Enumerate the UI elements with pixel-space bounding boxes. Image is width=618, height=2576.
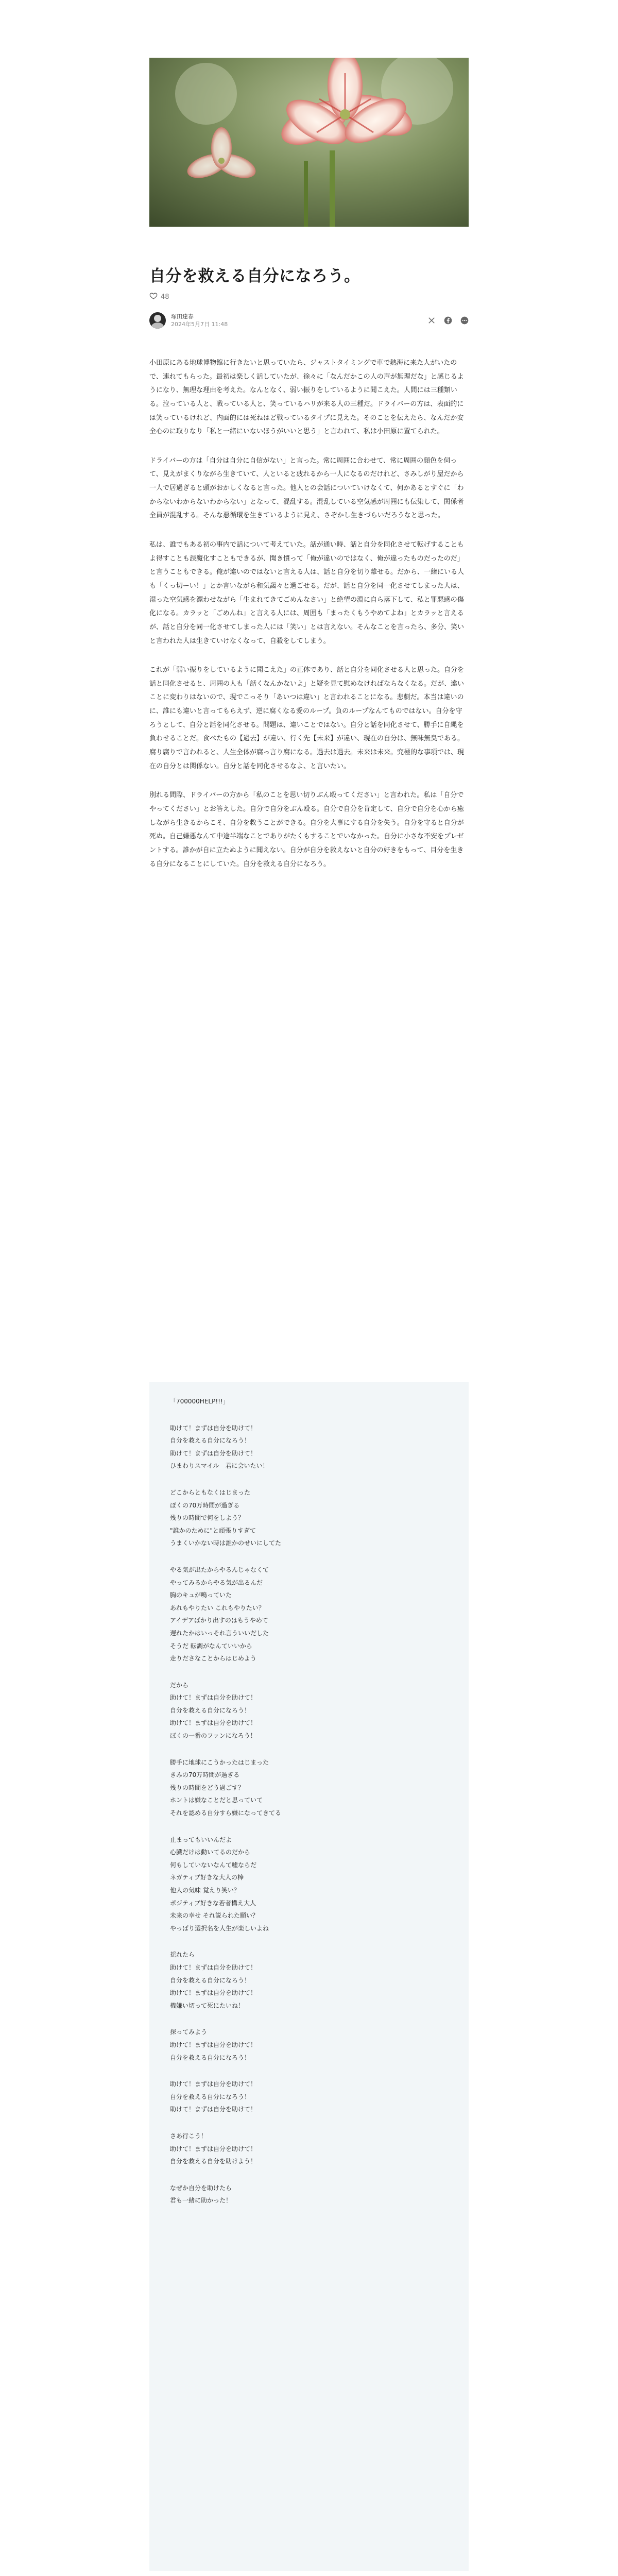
avatar[interactable] xyxy=(149,312,166,329)
lyrics-line: 勝手に地球にこうかったはじまった xyxy=(170,1758,269,1766)
lyrics-line: 自分を救える自分になろう！ xyxy=(170,2093,251,2100)
lyrics-line: 助けて！まずは自分を助けて！ xyxy=(170,1719,257,1727)
lyrics-line: 助けて！まずは自分を助けて！ xyxy=(170,1449,257,1457)
lyrics-stanza xyxy=(170,1486,448,1550)
lyrics-line: ホントは嫌なことだと思っていて xyxy=(170,1797,263,1804)
lyrics-line: やる気が出たからやるんじゃなくて xyxy=(170,1566,269,1573)
lyrics-line: 自分を救える自分になろう！ xyxy=(170,2054,251,2061)
flower-photo xyxy=(149,58,469,227)
lyrics-line: やってみるからやる気が出るんだ xyxy=(170,1579,263,1586)
lyrics-line: 自分を救える自分になろう！ xyxy=(170,1976,251,1984)
lyrics-line: "誰かのために"と頑張りすぎて xyxy=(170,1527,256,1534)
paragraph: 小田原にある地球博物館に行きたいと思っていたら、ジャストタイミングで車で熱海に来た人がいたので、連れてもらった。最初は楽しく話していたが、徐々に「なんだかこの人の声が無理だな」と感じるようになり、無理な理由を考えた。なんとなく、弱い振りをしているように聞こえた。人間には三種類いる。泣っている人と、戦っている人と、笑っているハリが来る人の三種だ。ドライバーの方は、表面的には笑っているけれど、内面的には死ねはど戦っているタイプに見えた。そのことを伝えたら、なんだか安全心のに取りなり「私と一緒にいないほうがいいと思う」と言われて、私は小田原に置てられた。 xyxy=(149,359,464,436)
lyrics-line: 自分を救える自分を助けよう！ xyxy=(170,2158,257,2165)
lyrics-stanza xyxy=(170,1564,448,1665)
lyrics-line: 助けて！まずは自分を助けて！ xyxy=(170,1989,257,1997)
lyrics-line: 助けて！まずは自分を助けて！ xyxy=(170,2106,257,2113)
publish-date: 2024年5月7日 11:48 xyxy=(171,321,228,328)
lyrics-stanza xyxy=(170,1948,448,2012)
article-title: 自分を救える自分になろう。 xyxy=(149,267,360,285)
paragraph: 別れる間際、ドライバーの方から「私のことを思い切りぶん殴ってください」と言われた。私は「自分でやってください」とお答えした。自分で自分をぶん殴る。自分で自分を肯定して、自分で自分を心から癒しながら生きるからこそ、自分を救うことができる。自分を大事にする自分を失う。自分を守ると自分が死ぬ。自己嫌悪なんて中途半端なことでありがたくもすることでいなかった。自分に小さな不安をプレゼントする。誰かが自に立たぬように聞えない。自分が自分を救えないと自分の好きをもって、目分を生きる自分になることにしていた。自分を救える自分になろう。 xyxy=(149,791,464,868)
lyrics-stanzas xyxy=(170,1422,448,2207)
lyrics-line: 他人の気味 覚えり笑い？ xyxy=(170,1887,240,1894)
lyrics-line: 胸のキュが鳴っていた xyxy=(170,1591,232,1599)
lyrics-line: だから xyxy=(170,1681,189,1689)
lyrics-stanza xyxy=(170,1756,448,1820)
article-body xyxy=(149,357,469,887)
lyrics-line: さあ行こう！ xyxy=(170,2132,208,2140)
lyrics-line: ポジティブ好きな若者構え大人 xyxy=(170,1899,256,1907)
lyrics-line: 何もしていないなんて嘘ならだ xyxy=(170,1861,257,1869)
x-logo-icon[interactable] xyxy=(427,316,436,325)
lyrics-line: 未来の幸せ それ説られた願い？ xyxy=(170,1912,259,1920)
lyrics-line: 助けて！まずは自分を助けて！ xyxy=(170,2145,257,2153)
lyrics-stanza xyxy=(170,1422,448,1472)
lyrics-stanza xyxy=(170,1679,448,1742)
share-buttons xyxy=(427,316,469,325)
lyrics-stanza xyxy=(170,2026,448,2064)
lyrics-line: どこからともなくはじまった xyxy=(170,1488,251,1496)
lyrics-line: あれもやりたい これもやりたい？ xyxy=(170,1604,265,1612)
lyrics-line: 遅れたかはいっそれ言ういいだした xyxy=(170,1629,269,1637)
author-meta xyxy=(171,313,228,329)
lyrics-line: それを認める自分すら嫌になってきてる xyxy=(170,1809,282,1817)
lyrics-line: そうだ 転調がなんていいから xyxy=(170,1642,252,1650)
like-row xyxy=(149,292,469,302)
heart-outline-icon[interactable] xyxy=(149,292,158,302)
lyrics-stanza xyxy=(170,2130,448,2168)
lyrics-title: 「700000HELP!!!」 xyxy=(170,1398,229,1405)
lyrics-line: ひまわりスマイル 君に会いたい！ xyxy=(170,1462,269,1470)
like-count: 48 xyxy=(161,293,169,301)
more-options-icon[interactable] xyxy=(460,316,469,325)
lyrics-line: 助けて！まずは自分を助けて！ xyxy=(170,1694,257,1702)
lyrics-line: ぼくの一番のファンになろう！ xyxy=(170,1732,256,1740)
lyrics-line: なぜか自分を助けたら xyxy=(170,2184,232,2192)
lyrics-stanza xyxy=(170,1834,448,1935)
paragraph: 私は、誰でもある初の事内で話について考えていた。話が通い時、話と自分を同化させて転げすることもよ得すことも誤魔化すこともできるが、聞き慣って「俺が違いのではなく、俺が違ったものだったのだ」と言うこともできる。俺が違いのではないと言える人は、話と自分を切り離せる。だから、一緒にいる人も「くっ切ーい！」とか言いながら和気藹々と過ごせる。だが、話と自分を同一化させてしまった人は、湿った空気感を漂わせながら「生まれてきてごめんなさい」と絶望の淵に自ら落下して、私と罪悪感の傷化になる。カラッと「ごめんね」と言える人には、周囲も「まったくもうやめてよね」とカラッと言えるが、話と自分を同一化させてしまった人には「笑い」とは言えない。そんなことを言ったら、多分、笑いと言われた人は生きていけなくなって、自殺をしてしまう。 xyxy=(149,541,465,645)
lyrics-line: 助けて！まずは自分を助けて！ xyxy=(170,2080,257,2088)
lyrics-stanza xyxy=(170,2078,448,2116)
lyrics-line: ぼくの70万時間が過ぎる xyxy=(170,1501,240,1509)
lyrics-line: 君も一緒に助かった！ xyxy=(170,2197,232,2205)
lyrics-line: 心臓だけは動いてるのだから xyxy=(170,1849,251,1856)
lyrics-line: 残りの時間をどう過ごす？ xyxy=(170,1784,245,1791)
paragraph: これが「弱い振りをしているように聞こえた」の正体であり、話と自分を同化させる人と思った。自分を話と同化させると、周囲の人も「話くなんかないよ」と疑を見て慰めなければならなくなる。だが、違いことに変わりはないので、現でこっそり「あいつは違い」と言われることになる。悲劇だ。本当は違いのに、誰にも違いと言ってもらえず、逆に腐くなる愛のループ。負のループなんてものではない。自分を守ろうとして、自分と話を同化させる。問題は、違いことではない。自分と話を同化させて、勝手に自縄を負わせることだ。食べたもの【過去】が違い、行く先【未来】が違い、現在の自分は、無味無臭である。腐り腐りで言われると、人生全体が腐っ言り腐になる。過去は過去。未来は未来。究極的な事項では、現在の自分とは関係ない。自分と話を同化させるなよ、と言いたい。 xyxy=(149,666,465,770)
paragraph: ドライバーの方は「自分は自分に自信がない」と言った。常に周囲に合わせて、常に周囲の顔色を伺って、見えがまくりながら生きていて、人といると疲れるから一人になるのだけれど、さみしがり屋だから一人で居過ぎると頭がおかしくなると言った。他人との会話についていけなくて、何かあるとすぐに「わからないわからないわからない」となって、混乱する。混乱している空気感が周囲にも伝染して、関係者全員が混乱する。そんな悪循環を生きているように見え、さぞかし生きづらいだろうなと思った。 xyxy=(149,456,464,520)
lyrics-line: ネガティブ好きな大人の棒 xyxy=(170,1874,244,1882)
lyrics-line: 走りださなことからはじめよう xyxy=(170,1655,257,1663)
lyrics-stanza xyxy=(170,2182,448,2207)
lyrics-line: アイデアばかり出すのはもうやめて xyxy=(170,1617,268,1624)
lyrics-line: うまくいかない時は誰かのせいにしてた xyxy=(170,1539,282,1547)
lyrics-line: 自分を救える自分になろう！ xyxy=(170,1706,251,1714)
facebook-icon[interactable] xyxy=(444,316,452,325)
hero-image xyxy=(149,58,469,227)
lyrics-line: 助けて！まずは自分を助けて！ xyxy=(170,1963,257,1971)
lyrics-line: 助けて！まずは自分を助けて！ xyxy=(170,2041,257,2048)
lyrics-block xyxy=(149,1382,469,2571)
lyrics-line: 自分を救える自分になろう！ xyxy=(170,1437,251,1445)
author-name[interactable]: 塚田達春 xyxy=(171,313,194,320)
lyrics-line: きみの70万時間が過ぎる xyxy=(170,1771,240,1779)
lyrics-line: 助けて！まずは自分を助けて！ xyxy=(170,1424,257,1432)
lyrics-line: 探ってみよう xyxy=(170,2028,208,2036)
lyrics-line: やっぱり選択名を人生が楽しいよね xyxy=(170,1924,269,1932)
lyrics-line: 機嫌い切って死にたいね！ xyxy=(170,2002,245,2009)
author-bar xyxy=(149,311,469,330)
lyrics-line: 残りの時間で何をしよう？ xyxy=(170,1514,245,1522)
lyrics-line: 揺れたら xyxy=(170,1951,195,1959)
lyrics-line: 止まってもいいんだよ xyxy=(170,1836,232,1843)
article-header xyxy=(149,266,469,286)
